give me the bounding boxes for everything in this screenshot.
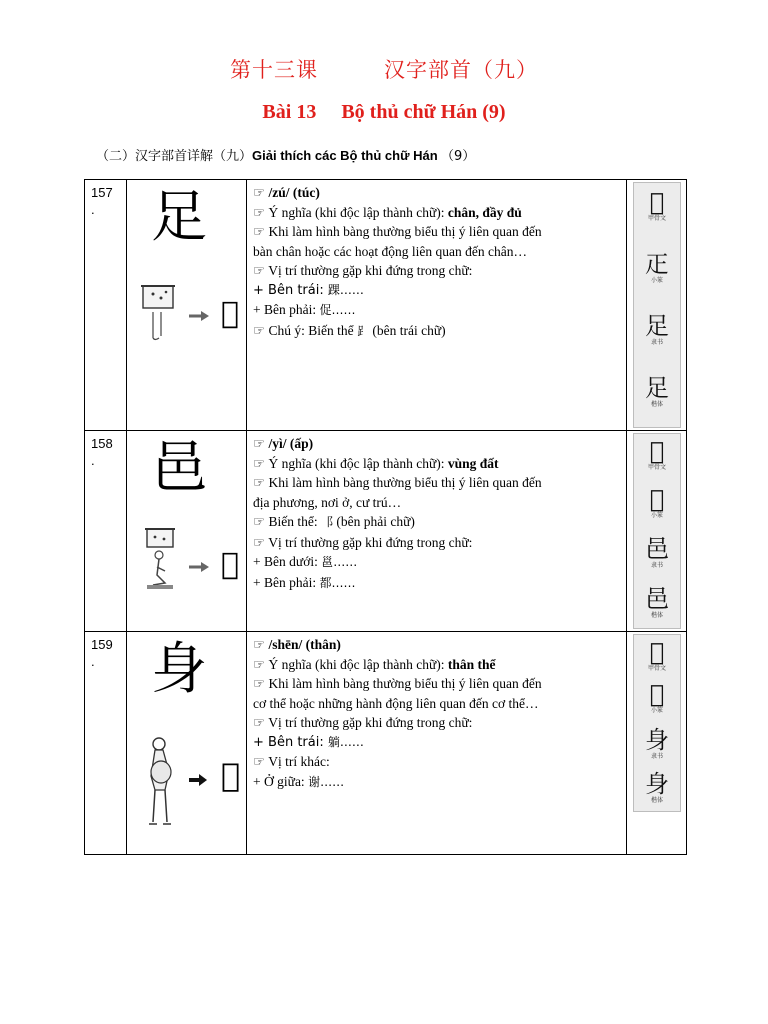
usage-line: ☞ Khi làm hình bàng thường biểu thị ý liên quan đến bbox=[253, 224, 542, 239]
table-row bbox=[85, 431, 687, 632]
regular-script-label: 楷体 bbox=[650, 401, 663, 408]
meaning-line: ☞ Ý nghĩa (khi độc lập thành chữ): vùng đất bbox=[253, 455, 499, 471]
small-seal-label: 小篆 bbox=[650, 512, 663, 519]
usage-line: ☞ Khi làm hình bàng thường biểu thị ý liên quan đến bbox=[253, 475, 542, 490]
position-line: ☞ Vị trí thường gặp khi đứng trong chữ: bbox=[253, 534, 473, 550]
table-row bbox=[85, 180, 687, 431]
script-evolution-strip bbox=[627, 180, 687, 431]
position-line: ☞ Vị trí thường gặp khi đứng trong chữ: bbox=[253, 263, 473, 278]
position-left-line: + Bên trái: 踝…… bbox=[253, 282, 364, 298]
title-chinese: 第十三课 汉字部首（九） bbox=[230, 58, 538, 82]
oracle-bone-glyph: 𠯁 bbox=[649, 188, 665, 216]
clerical-label: 隶书 bbox=[650, 753, 663, 760]
entry-number: 159 . bbox=[85, 632, 127, 855]
position-middle-line: + Ở giữa: 谢…… bbox=[253, 773, 345, 789]
entry-description bbox=[247, 431, 627, 632]
clerical-label: 隶书 bbox=[650, 562, 663, 569]
position-left-line: + Bên trái: 躺…… bbox=[253, 734, 364, 750]
ancient-glyph: 𨈐 bbox=[221, 756, 241, 794]
variant-line: ☞ Biến thể: ⻏ (bên phải chữ) bbox=[253, 514, 415, 529]
oracle-bone-label: 甲骨文 bbox=[647, 665, 666, 672]
entry-number: 157 . bbox=[85, 180, 127, 431]
usage-line: địa phương, nơi ở, cư trú… bbox=[253, 494, 402, 510]
meaning-line: ☞ Ý nghĩa (khi độc lập thành chữ): thân thể bbox=[253, 656, 496, 672]
position-right-line: + Bên phải: 都…… bbox=[253, 574, 356, 590]
script-evolution-strip bbox=[627, 431, 687, 632]
section-subtitle bbox=[96, 145, 475, 164]
pronunciation-line: ☞ /shēn/ (thân) bbox=[253, 637, 341, 652]
regular-script-label: 楷体 bbox=[650, 612, 663, 619]
oracle-bone-glyph: 𨈐 bbox=[649, 638, 665, 666]
regular-script-glyph: 足 bbox=[645, 374, 669, 402]
usage-line: bàn chân hoặc các hoạt động liên quan đến chân… bbox=[253, 243, 528, 259]
small-seal-label: 小篆 bbox=[650, 277, 663, 284]
regular-script-label: 楷体 bbox=[650, 797, 663, 804]
position-bottom-line: + Bên dưới: 邕…… bbox=[253, 554, 358, 569]
clerical-glyph: 身 bbox=[645, 726, 669, 754]
radical-character: 邑 bbox=[151, 436, 207, 501]
pronunciation-line: ☞ /yì/ (ấp) bbox=[253, 436, 314, 451]
radical-character: 身 bbox=[151, 637, 207, 702]
entry-description bbox=[247, 632, 627, 855]
regular-script-glyph: 邑 bbox=[645, 585, 669, 613]
small-seal-glyph: 𤴓 bbox=[645, 250, 669, 278]
radicals-table bbox=[84, 179, 687, 855]
clerical-glyph: 足 bbox=[645, 312, 669, 340]
subtitle-number: （9） bbox=[440, 149, 476, 164]
small-seal-glyph: 𨛜 bbox=[649, 485, 665, 513]
ancient-glyph: 𠯁 bbox=[221, 296, 240, 331]
character-illustration bbox=[127, 431, 247, 632]
entry-number: 158 . bbox=[85, 431, 127, 632]
oracle-bone-glyph: 𠃨 bbox=[649, 437, 665, 465]
other-position-line: ☞ Vị trí khác: bbox=[253, 754, 330, 769]
script-strip-panel bbox=[633, 634, 681, 812]
variant-note-line: ☞ Chú ý: Biến thể ⻊ (bên trái chữ) bbox=[253, 322, 446, 338]
ancient-glyph: 𠃨 bbox=[221, 547, 240, 582]
oracle-bone-label: 甲骨文 bbox=[647, 215, 666, 222]
position-line: ☞ Vị trí thường gặp khi đứng trong chữ: bbox=[253, 715, 473, 730]
entry-description bbox=[247, 180, 627, 431]
script-evolution-strip bbox=[627, 632, 687, 855]
usage-line: cơ thể hoặc những hành động liên quan đến cơ thể… bbox=[253, 695, 539, 711]
small-seal-glyph: 𨈑 bbox=[649, 680, 665, 708]
small-seal-label: 小篆 bbox=[650, 707, 663, 714]
clerical-glyph: 邑 bbox=[645, 535, 669, 563]
oracle-bone-label: 甲骨文 bbox=[647, 464, 666, 471]
character-illustration bbox=[127, 632, 247, 855]
pronunciation-line: ☞ /zú/ (túc) bbox=[253, 185, 320, 200]
meaning-line: ☞ Ý nghĩa (khi độc lập thành chữ): chân, đầy đủ bbox=[253, 204, 522, 220]
regular-script-glyph: 身 bbox=[645, 770, 669, 798]
script-strip-panel bbox=[633, 433, 681, 629]
subtitle-vietnamese: Giải thích các Bộ thủ chữ Hán bbox=[252, 148, 438, 163]
script-strip-panel bbox=[633, 182, 681, 428]
title-vietnamese: Bài 13 Bộ thủ chữ Hán (9) bbox=[262, 101, 506, 123]
subtitle-chinese: （二）汉字部首详解（九） bbox=[96, 149, 253, 164]
table-row bbox=[85, 632, 687, 855]
usage-line: ☞ Khi làm hình bàng thường biểu thị ý liên quan đến bbox=[253, 676, 542, 691]
clerical-label: 隶书 bbox=[650, 339, 663, 346]
character-illustration bbox=[127, 180, 247, 431]
radical-character: 足 bbox=[151, 185, 207, 250]
position-right-line: + Bên phải: 促…… bbox=[253, 302, 356, 317]
